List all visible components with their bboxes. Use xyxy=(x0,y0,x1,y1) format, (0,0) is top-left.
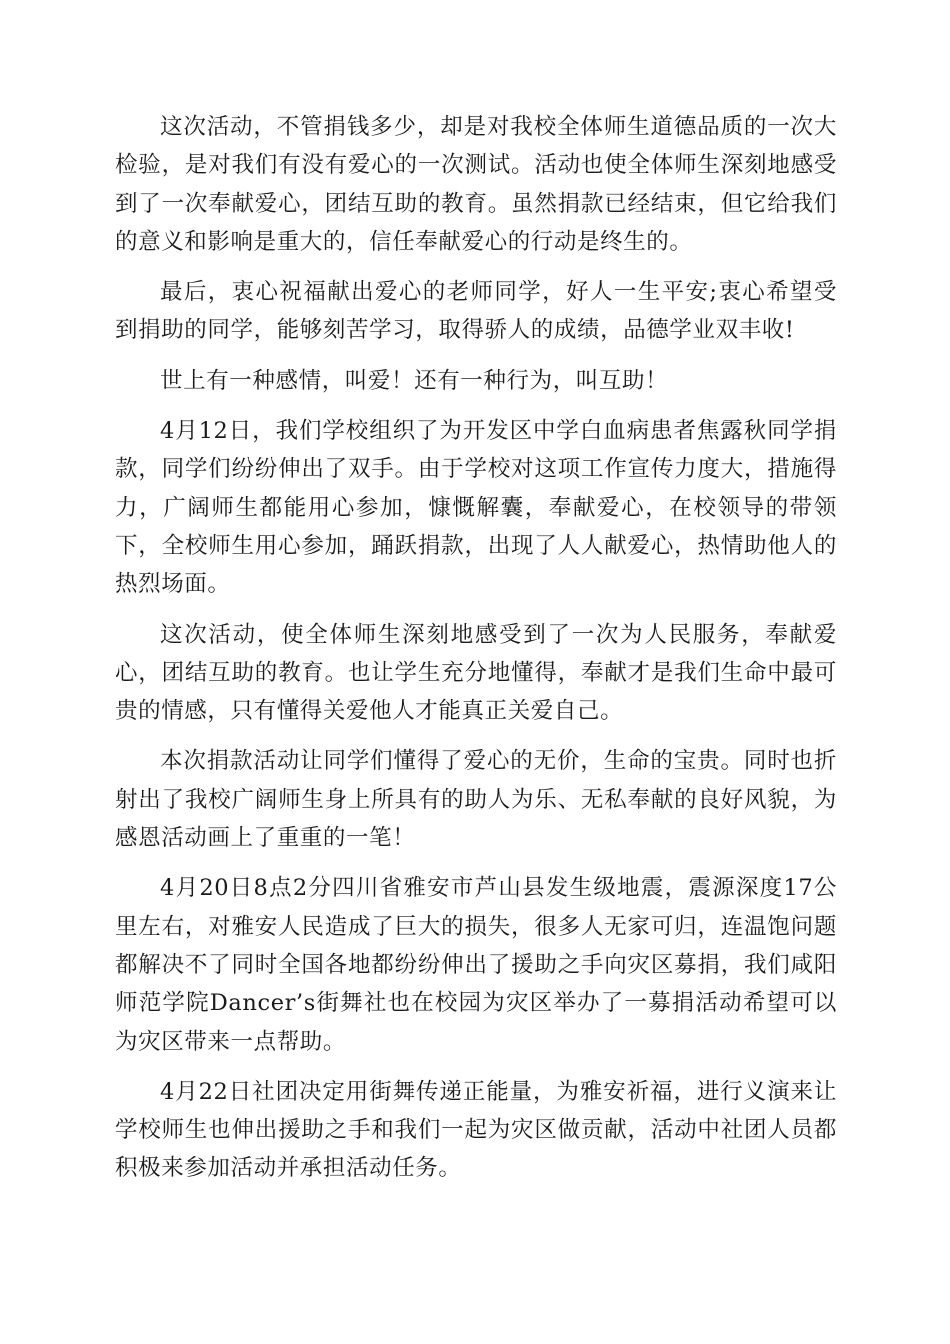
paragraph: 4月20日8点2分四川省雅安市芦山县发生级地震，震源深度17公里左右，对雅安人民造成了巨大的损失，很多人无家可归，连温饱问题都解决不了同时全国各地都纷纷伸出了援助之手向灾区募捐，我们咸阳师范学院Dancer’s街舞社也在校园为灾区举办了一募捐活动希望可以为灾区带来一点帮助。 xyxy=(115,875,837,1055)
paragraph: 4月22日社团决定用街舞传递正能量，为雅安祈福，进行义演来让学校师生也伸出援助之手和我们一起为灾区做贡献，活动中社团人员都积极来参加活动并承担活动任务。 xyxy=(115,1078,837,1182)
document-body xyxy=(115,108,837,1200)
paragraph: 本次捐款活动让同学们懂得了爱心的无价，生命的宝贵。同时也折射出了我校广阔师生身上所具有的助人为乐、无私奉献的良好风貌，为感恩活动画上了重重的一笔！ xyxy=(115,748,837,852)
paragraph: 世上有一种感情，叫爱！还有一种行为，叫互助！ xyxy=(160,367,669,394)
paragraph: 这次活动，不管捐钱多少，却是对我校全体师生道德品质的一次大检验，是对我们有没有爱心的一次测试。活动也使全体师生深刻地感受到了一次奉献爱心，团结互助的教育。虽然捐款已经结束，但它给我们的意义和影响是重大的，信任奉献爱心的行动是终生的。 xyxy=(115,114,837,255)
paragraph: 这次活动，使全体师生深刻地感受到了一次为人民服务，奉献爱心，团结互助的教育。也让学生充分地懂得，奉献才是我们生命中最可贵的情感，只有懂得关爱他人才能真正关爱自己。 xyxy=(115,621,837,725)
paragraph: 最后，衷心祝福献出爱心的老师同学，好人一生平安;衷心希望受到捐助的同学，能够刻苦学习，取得骄人的成绩，品德学业双丰收! xyxy=(115,279,837,344)
paragraph: 4月12日，我们学校组织了为开发区中学白血病患者焦露秋同学捐款，同学们纷纷伸出了双手。由于学校对这项工作宣传力度大，措施得力，广阔师生都能用心参加，慷慨解囊，奉献爱心，在校领导的带领下，全校师生用心参加，踊跃捐款，出现了人人献爱心，热情助他人的热烈场面。 xyxy=(115,418,837,598)
